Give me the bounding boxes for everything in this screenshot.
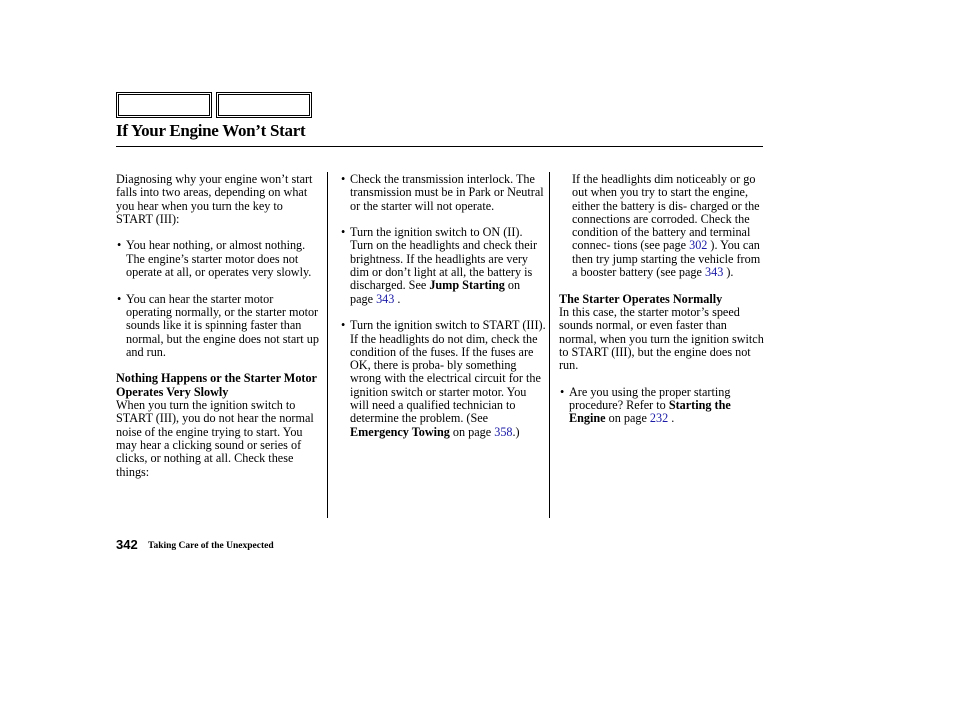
page-link[interactable]: 343 <box>705 265 724 280</box>
cross-reference: Jump Starting <box>429 278 505 293</box>
list-item-text: Check the transmission interlock. The transmission must be in Park or Neutral or the starter will not operate. <box>350 172 544 213</box>
column-3 <box>559 173 764 439</box>
punctuation: . <box>671 411 675 426</box>
list-item-text: Turn the ignition switch to START (III). If the headlights do not dim, check the condition of the fuses. If the fuses are OK, there is proba- bly something wrong with the electrical circuit for the ignition switch or starter motor. You will need a qualified technician to determine the problem. (See <box>350 318 546 426</box>
nav-button-next[interactable] <box>216 92 312 118</box>
list-item-text: Are you using the proper starting procedure? Refer to <box>569 384 731 413</box>
nav-button-previous[interactable] <box>116 92 212 118</box>
bullet-icon: • <box>341 318 346 333</box>
punctuation: .) <box>512 424 520 439</box>
column-1 <box>116 173 322 479</box>
page-link[interactable]: 232 <box>649 411 669 426</box>
section-body: In this case, the starter motor’s speed sounds normal, or even faster than normal, when you turn the ignition switch to START (III), but the engine does not run. <box>559 304 764 373</box>
cross-reference: Emergency Towing <box>350 424 450 439</box>
column-divider <box>549 172 550 518</box>
list-item-text: You hear nothing, or almost nothing. The engine’s starter motor does not operate at all, or operates very slowly. <box>126 238 312 280</box>
column-2 <box>340 173 546 452</box>
list-item-text: Turn the ignition switch to ON (II). Turn on the headlights and check their brightness. If the headlights are very dim or don’t light at all, the battery is discharged. See <box>350 225 538 293</box>
list-item <box>340 226 546 306</box>
bullet-icon: • <box>560 384 565 399</box>
punctuation: . <box>397 291 401 306</box>
on-page-text: on page <box>608 411 647 426</box>
page-link[interactable]: 302 <box>689 238 708 253</box>
cross-reference: Starting the Engine <box>569 398 731 426</box>
section-heading: The Starter Operates Normally <box>559 291 723 306</box>
list-item <box>340 319 546 439</box>
bullet-icon: • <box>341 225 346 240</box>
punctuation: ). <box>726 265 734 280</box>
on-page-text: on page <box>452 424 492 439</box>
list-item <box>340 173 546 213</box>
page-link[interactable]: 343 <box>376 291 395 306</box>
list-item-text: You can hear the starter motor operating normally, or the starter motor sounds like it is spinning faster than normal, but the engine does not start up and run. <box>126 291 319 359</box>
page-link[interactable]: 358 <box>494 424 513 439</box>
list-item <box>559 386 764 426</box>
paragraph-text: If the headlights dim noticeably or go out when you try to start the engine, either the battery is dis- charged or the connections are corroded. Check the condition of the battery and terminal connec- tions (see page <box>572 172 760 253</box>
bullet-icon: • <box>117 238 122 253</box>
title-divider <box>116 146 763 147</box>
bullet-icon: • <box>341 172 346 186</box>
column-divider <box>327 172 328 518</box>
list-item <box>116 239 322 279</box>
section-body: When you turn the ignition switch to START (III), you do not hear the normal noise of the engine trying to start. You may hear a clicking sound or series of clicks, or nothing at all. Check these things: <box>116 398 314 479</box>
paragraph-text: ). You can then try jump starting the vehicle from a booster battery (see page <box>572 238 761 280</box>
section-name: Taking Care of the Unexpected <box>148 541 274 551</box>
list-item <box>116 293 322 359</box>
on-page-text: on page <box>350 278 521 306</box>
page-number: 342 <box>116 537 138 552</box>
bullet-icon: • <box>117 291 122 306</box>
section-heading: Nothing Happens or the Starter Motor Operates Very Slowly <box>116 371 317 399</box>
intro-paragraph: Diagnosing why your engine won’t start falls into two areas, depending on what you hear when you turn the key to START (III): <box>116 172 313 226</box>
page-title: If Your Engine Won’t Start <box>116 121 306 140</box>
continued-paragraph <box>559 173 764 279</box>
